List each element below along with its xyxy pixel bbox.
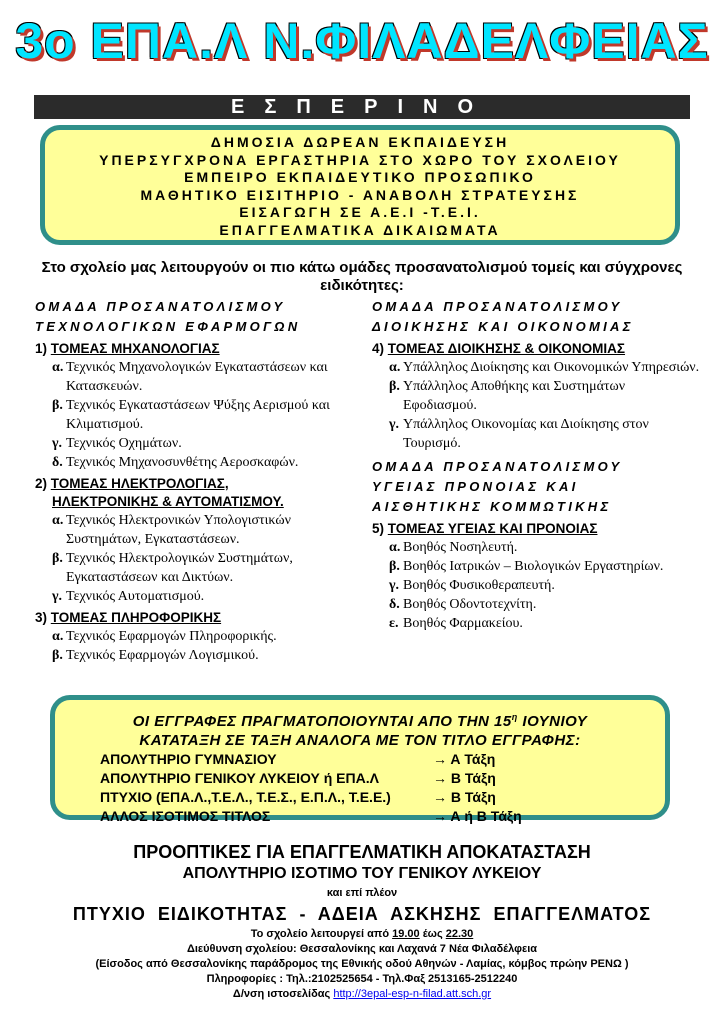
list-item <box>389 614 702 633</box>
enrollment-box <box>50 695 670 824</box>
list-item <box>52 453 365 472</box>
prospects-heading: ΠΡΟΟΠΤΙΚΕΣ ΓΙΑ ΕΠΑΓΓΕΛΜΑΤΙΚΗ ΑΠΟΚΑΤΑΣΤΑΣΗ <box>133 842 591 862</box>
feature-line: ΕΙΣΑΓΩΓΗ ΣΕ Α.Ε.Ι -Τ.Ε.Ι. <box>239 204 481 220</box>
title-name: ΑΠΟΛΥΤΗΡΙΟ ΓΕΝΙΚΟΥ ΛΥΚΕΙΟΥ ή ΕΠΑ.Λ <box>100 770 379 786</box>
enrollment-heading-sup: η <box>511 712 518 722</box>
item-letter: α. <box>52 513 64 528</box>
group-heading: ΤΕΧΝΟΛΟΓΙΚΩΝ ΕΦΑΡΜΟΓΩΝ <box>35 319 301 334</box>
item-text: Βοηθός Φαρμακείου. <box>403 616 523 631</box>
list-item <box>389 576 702 595</box>
group-heading: ΔΙΟΙΚΗΣΗΣ ΚΑΙ ΟΙΚΟΝΟΜΙΑΣ <box>372 319 634 334</box>
hours-line <box>0 927 724 942</box>
item-text: Βοηθός Φυσικοθεραπευτή. <box>403 578 555 593</box>
sector-heading <box>372 520 702 538</box>
item-text: Βοηθός Νοσηλευτή. <box>403 540 518 555</box>
enrollment-heading-text: ΟΙ ΕΓΓΡΑΦΕΣ ΠΡΑΓΜΑΤΟΠΟΙΟΥΝΤΑΙ ΑΠΟ ΤΗΝ 15 <box>132 713 512 730</box>
group-heading: ΟΜΑΔΑ ΠΡΟΣΑΝΑΤΟΛΙΣΜΟΥ <box>372 459 623 474</box>
item-letter: β. <box>389 559 400 574</box>
sector-title: ΤΟΜΕΑΣ ΠΛΗΡΟΦΟΡΙΚΗΣ <box>50 610 222 625</box>
list-item <box>389 538 702 557</box>
page-title: 3ο ΕΠΑ.Λ Ν.ΦΙΛΑΔΕΛΦΕΙΑΣ <box>15 13 709 69</box>
diploma-line: ΑΠΟΛΥΤΗΡΙΟ ΙΣΟΤΙΜΟ ΤΟΥ ΓΕΝΙΚΟΥ ΛΥΚΕΙΟΥ <box>182 865 542 882</box>
item-text: Υπάλληλος Οικονομίας και Διοίκησης στον Τουρισμό. <box>403 417 649 451</box>
item-letter: γ. <box>52 436 63 451</box>
sector-number: 5) <box>372 521 385 536</box>
feature-line: ΔΗΜΟΣΙΑ ΔΩΡΕΑΝ ΕΚΠΑΙΔΕΥΣΗ <box>210 134 510 150</box>
sector-heading <box>35 609 365 627</box>
sector-title: ΤΟΜΕΑΣ ΔΙΟΙΚΗΣΗΣ & ΟΙΚΟΝΟΜΙΑΣ <box>387 341 626 356</box>
item-letter: β. <box>52 648 63 663</box>
hours-label: Το σχολείο λειτουργεί από <box>250 928 393 940</box>
item-text: Τεχνικός Μηχανολογικών Εγκαταστάσεων και Κατασκευών. <box>66 360 328 394</box>
item-letter: γ. <box>389 417 400 432</box>
list-item <box>389 595 702 614</box>
item-letter: α. <box>389 360 401 375</box>
sector-heading <box>35 475 365 511</box>
feature-line: ΜΑΘΗΤΙΚΟ ΕΙΣΙΤΗΡΙΟ - ΑΝΑΒΟΛΗ ΣΤΡΑΤΕΥΣΗΣ <box>140 186 580 203</box>
list-item <box>389 377 702 415</box>
class-assigned: → Β Τάξη <box>433 789 496 805</box>
enrollment-heading-month: ΙΟΥΝΙΟΥ <box>517 713 588 730</box>
item-text: Βοηθός Ιατρικών – Βιολογικών Εργαστηρίων. <box>403 559 664 574</box>
group-heading: ΟΜΑΔΑ ΠΡΟΣΑΝΑΤΟΛΙΣΜΟΥ <box>372 299 623 314</box>
item-letter: ε. <box>389 616 399 631</box>
class-assigned: → Α Τάξη <box>433 751 496 767</box>
sector-title: ΤΟΜΕΑΣ ΥΓΕΙΑΣ ΚΑΙ ΠΡΟΝΟΙΑΣ <box>387 521 598 536</box>
certificate-line: ΠΤΥΧΙΟ ΕΙΔΙΚΟΤΗΤΑΣ - ΑΔΕΙΑ ΑΣΚΗΣΗΣ ΕΠΑΓΓΕΛΜΑΤΟΣ <box>72 904 652 924</box>
hours-to: 22.30 <box>445 928 474 940</box>
enrollment-row <box>55 769 665 788</box>
sector-title: ΤΟΜΕΑΣ ΗΛΕΚΤΡΟΛΟΓΙΑΣ, <box>50 476 229 491</box>
list-item <box>52 646 365 665</box>
item-text: Βοηθός Οδοντοτεχνίτη. <box>403 597 537 612</box>
phones-line: Πληροφορίες : Τηλ.:2102525654 - Τηλ.Φαξ 2513165-2512240 <box>206 973 518 985</box>
group-heading: ΟΜΑΔΑ ΠΡΟΣΑΝΑΤΟΛΙΣΜΟΥ <box>35 299 286 314</box>
sector-title: ΤΟΜΕΑΣ ΜΗΧΑΝΟΛΟΓΙΑΣ <box>50 341 220 356</box>
item-text: Υπάλληλος Αποθήκης και Συστημάτων Εφοδιασμού. <box>403 379 626 413</box>
features-box <box>40 125 680 245</box>
hours-sep: έως <box>419 928 446 940</box>
intro-text: Στο σχολείο μας λειτουργούν οι πιο κάτω ομάδες προσανατολισμού τομείς και σύγχρονες ειδικότητες: <box>41 259 683 294</box>
item-text: Τεχνικός Εγκαταστάσεων Ψύξης Αερισμού και Κλιματισμού. <box>66 398 330 432</box>
class-assigned: → Β Τάξη <box>433 770 496 786</box>
right-column <box>372 297 702 633</box>
item-text: Τεχνικός Αυτοματισμού. <box>66 589 205 604</box>
sector-number: 3) <box>35 610 48 625</box>
list-item <box>52 549 365 587</box>
item-text: Τεχνικός Εφαρμογών Λογισμικού. <box>66 648 259 663</box>
sector-number: 1) <box>35 341 48 356</box>
website-line <box>0 987 724 1002</box>
address-line: Διεύθυνση σχολείου: Θεσσαλονίκης και Λαχανά 7 Νέα Φιλαδέλφεια <box>186 943 538 955</box>
placement-heading: ΚΑΤΑΤΑΞΗ ΣΕ ΤΑΞΗ ΑΝΑΛΟΓΑ ΜΕ ΤΟΝ ΤΙΤΛΟ ΕΓΓΡΑΦΗΣ: <box>139 732 581 749</box>
list-item <box>52 396 365 434</box>
item-letter: β. <box>389 379 400 394</box>
title-name: ΑΠΟΛΥΤΗΡΙΟ ΓΥΜΝΑΣΙΟΥ <box>100 751 277 767</box>
enrollment-heading <box>55 708 665 731</box>
item-letter: γ. <box>52 589 63 604</box>
feature-line: ΕΠΑΓΓΕΛΜΑΤΙΚΑ ΔΙΚΑΙΩΜΑΤΑ <box>219 221 501 238</box>
list-item <box>52 511 365 549</box>
sector-heading <box>35 340 365 358</box>
item-letter: β. <box>52 551 63 566</box>
list-item <box>389 557 702 576</box>
feature-line: ΕΜΠΕΙΡΟ ΕΚΠΑΙΔΕΥΤΙΚΟ ΠΡΟΣΩΠΙΚΟ <box>184 169 536 185</box>
list-item <box>52 587 365 606</box>
enrollment-row <box>55 807 665 826</box>
item-text: Υπάλληλος Διοίκησης και Οικονομικών Υπηρεσιών. <box>403 360 700 375</box>
item-letter: δ. <box>389 597 400 612</box>
title-name: ΑΛΛΟΣ ΙΣΟΤΙΜΟΣ ΤΙΤΛΟΣ <box>100 808 271 824</box>
list-item <box>389 358 702 377</box>
item-text: Τεχνικός Ηλεκτρονικών Υπολογιστικών Συστημάτων, Εγκαταστάσεων. <box>66 513 291 547</box>
list-item <box>52 434 365 453</box>
group-heading: ΥΓΕΙΑΣ ΠΡΟΝΟΙΑΣ ΚΑΙ <box>372 479 579 494</box>
item-letter: α. <box>389 540 401 555</box>
item-letter: β. <box>52 398 63 413</box>
class-assigned: → Α ή Β Τάξη <box>433 808 522 824</box>
sector-number: 2) <box>35 476 48 491</box>
feature-line: ΥΠΕΡΣΥΓΧΡΟΝΑ ΕΡΓΑΣΤΗΡΙΑ ΣΤΟ ΧΩΡΟ ΤΟΥ ΣΧΟΛΕΙΟΥ <box>99 151 621 168</box>
group-heading: ΑΙΣΘΗΤΙΚΗΣ ΚΟΜΜΩΤΙΚΗΣ <box>372 499 612 514</box>
item-letter: α. <box>52 629 64 644</box>
entrance-line: (Είσοδος από Θεσσαλονίκης παράδρομος της Εθνικής οδού Αθηνών - Λαμίας, κόμβος πρώην ΡΕΝΩ ) <box>95 958 629 970</box>
evening-band: ΕΣΠΕΡΙΝΟ <box>34 95 690 119</box>
hours-from: 19.00 <box>392 928 420 940</box>
item-text: Τεχνικός Εφαρμογών Πληροφορικής. <box>66 629 277 644</box>
list-item <box>52 627 365 646</box>
item-text: Τεχνικός Ηλεκτρολογικών Συστημάτων, Εγκαταστάσεων και Δικτύων. <box>66 551 293 585</box>
sector-title-cont: ΗΛΕΚΤΡΟΝΙΚΗΣ & ΑΥΤΟΜΑΤΙΣΜΟΥ. <box>52 494 284 509</box>
enrollment-row <box>55 788 665 807</box>
sector-number: 4) <box>372 341 385 356</box>
list-item <box>389 415 702 453</box>
item-text: Τεχνικός Οχημάτων. <box>66 436 182 451</box>
sector-heading <box>372 340 702 358</box>
enrollment-row <box>55 750 665 769</box>
item-letter: δ. <box>52 455 63 470</box>
item-letter: α. <box>52 360 64 375</box>
list-item <box>52 358 365 396</box>
plus-line: και επί πλέον <box>326 887 398 899</box>
website-label: Δ/νση ιστοσελίδας <box>232 988 334 1000</box>
item-text: Τεχνικός Μηχανοσυνθέτης Αεροσκαφών. <box>66 455 299 470</box>
website-link[interactable]: http://3epal-esp-n-filad.att.sch.gr <box>333 988 492 1000</box>
title-name: ΠΤΥΧΙΟ (ΕΠΑ.Λ.,Τ.Ε.Λ., Τ.Ε.Σ., Ε.Π.Λ., Τ.Ε.Ε.) <box>100 789 391 805</box>
item-letter: γ. <box>389 578 400 593</box>
left-column <box>35 297 365 665</box>
